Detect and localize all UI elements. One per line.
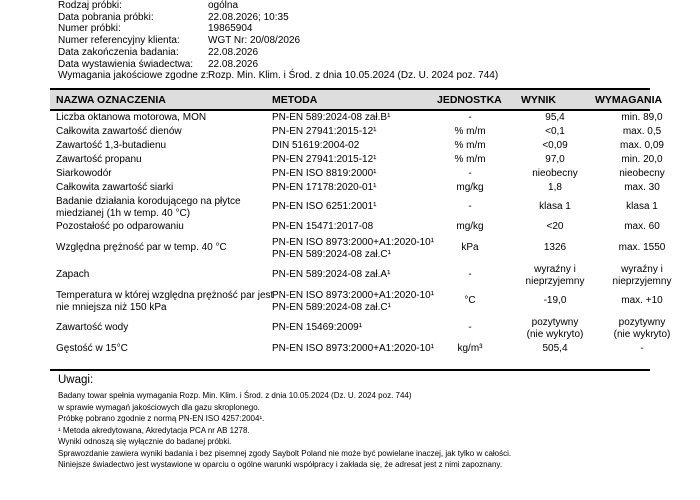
note-line: Badany towar spełnia wymagania Rozp. Min. Klim. i Środ. z dnia 10.05.2024 (Dz. U. 2024 poz. 744) (58, 391, 412, 400)
row-name: Gęstość w 15°C (56, 343, 128, 354)
row-name: Całkowita zawartość dienów (56, 126, 182, 137)
requirement-line: wyraźny i (621, 264, 663, 275)
meta-label: Data zakończenia badania: (58, 46, 179, 58)
requirement-line: max. +10 (621, 295, 663, 306)
requirement-line: max. 1550 (618, 242, 666, 253)
row-name: Zawartość 1,3-butadienu (56, 140, 167, 151)
table-header-rule (50, 109, 650, 111)
requirement-line: pozytywny (618, 317, 666, 328)
result-line: <20 (546, 221, 564, 232)
meta-value: WGT Nr: 20/08/2026 (208, 35, 301, 47)
requirement-line: klasa 1 (626, 201, 658, 212)
row-method (272, 201, 442, 213)
row-unit: % m/m (454, 154, 486, 165)
row-result (513, 126, 597, 138)
header-method: METODA (272, 94, 318, 106)
method-line: PN-EN 15471:2017-08 (272, 221, 374, 232)
row-unit: °C (464, 295, 476, 306)
row-requirement (597, 221, 687, 233)
row-result (513, 112, 597, 124)
row-result (513, 182, 597, 194)
row-method (272, 269, 442, 281)
row-method (272, 126, 442, 138)
row-result (513, 343, 597, 355)
row-name: Liczba oktanowa motorowa, MON (56, 112, 207, 123)
row-unit: - (468, 201, 472, 212)
row-method (272, 154, 442, 166)
note-line: Próbkę pobrano zgodnie z normą PN-EN ISO 4257:2004¹. (58, 414, 265, 423)
table-header (50, 90, 663, 109)
meta-row (58, 59, 498, 71)
method-line: PN-EN 589:2024-08 zał.C¹ (272, 248, 391, 260)
row-result (513, 201, 597, 213)
method-line: PN-EN 27941:2015-12¹ (272, 154, 377, 165)
row-unit: mg/kg (456, 221, 484, 232)
row-requirement (597, 140, 687, 152)
meta-row (58, 12, 498, 24)
result-line: wyraźny i (534, 264, 576, 275)
result-line: pozytywny (531, 317, 579, 328)
row-method (272, 343, 442, 355)
meta-value: ogólna (208, 0, 239, 11)
row-method (272, 237, 442, 260)
row-requirement (597, 126, 687, 138)
result-line: -19,0 (543, 295, 567, 306)
method-line: PN-EN 17178:2020-01¹ (272, 182, 377, 193)
row-name: Pozostałość po odparowaniu (56, 221, 184, 232)
row-requirement (597, 295, 687, 307)
row-result (513, 140, 597, 152)
meta-value: 22.08.2026; 10:35 (208, 11, 289, 23)
row-requirement (597, 264, 687, 287)
row-unit: - (468, 168, 472, 179)
result-line: nieobecny (532, 168, 578, 179)
result-line: 95,4 (545, 112, 565, 123)
method-line: PN-EN 15469:2009¹ (272, 322, 363, 333)
meta-row (58, 70, 498, 82)
meta-label: Data wystawienia świadectwa: (58, 58, 194, 70)
note-line: w sprawie wymagań jakościowych dla gazu skroplonego. (58, 402, 260, 412)
row-name: Siarkowodór (56, 168, 112, 179)
row-unit: % m/m (454, 126, 486, 137)
row-unit: kPa (461, 242, 479, 253)
result-line: 1326 (543, 242, 567, 253)
meta-label: Rodzaj próbki: (58, 0, 122, 11)
result-line: 97,0 (545, 154, 565, 165)
method-line: DIN 51619:2004-02 (272, 140, 360, 151)
requirement-line: nieobecny (619, 168, 665, 179)
requirement-line: max. 60 (624, 221, 660, 232)
meta-row (58, 0, 498, 12)
requirement-line: min. 89,0 (621, 112, 663, 123)
note-line: Niniejsze świadectwo jest wystawione w oparciu o ogólne warunki współpracy i zakłada się, że adresat jest z nimi zapoznany. (58, 460, 503, 469)
row-result (513, 242, 597, 254)
row-method (272, 322, 442, 334)
row-name: Zawartość propanu (56, 154, 142, 165)
row-requirement (597, 242, 687, 254)
method-line: PN-EN ISO 8973:2000+A1:2020-10¹ (272, 290, 435, 301)
row-method (272, 221, 442, 233)
row-result (513, 168, 597, 180)
meta-value: 19865904 (208, 23, 253, 35)
result-line: <0,09 (542, 140, 568, 151)
row-requirement (597, 317, 687, 340)
row-method (272, 290, 442, 313)
method-line: PN-EN 589:2024-08 zał.C¹ (272, 301, 391, 313)
meta-row (58, 23, 498, 35)
requirement-line: max. 0,09 (620, 140, 664, 151)
requirement-line: min. 20,0 (621, 154, 663, 165)
result-line: 1,8 (548, 182, 562, 193)
row-name: Zapach (56, 269, 90, 280)
requirement-line: nieprzyjemny (612, 275, 672, 287)
row-name: Całkowita zawartość siarki (56, 182, 174, 193)
row-name: Temperatura w której względna prężność par jest nie mniejsza niż 150 kPa (56, 290, 274, 313)
method-line: PN-EN ISO 8973:2000+A1:2020-10¹ (272, 343, 435, 354)
meta-label: Numer referencyjny klienta: (58, 35, 180, 47)
requirement-line: (nie wykryto) (613, 328, 671, 340)
requirement-line: max. 30 (624, 182, 660, 193)
table-bottom-rule (50, 369, 650, 371)
meta-value: 22.08.2026 (208, 46, 259, 58)
sample-metadata (58, 0, 498, 82)
row-result (513, 317, 597, 340)
note-line: Wyniki odnoszą się wyłącznie do badanej próbki. (58, 437, 232, 446)
meta-label: Data pobrania próbki: (58, 11, 154, 23)
row-requirement (597, 168, 687, 180)
row-unit: - (468, 112, 472, 123)
row-method (272, 182, 442, 194)
row-requirement (597, 182, 687, 194)
note-line: ¹ Metoda akredytowana, Akredytacja PCA nr AB 1278. (58, 425, 250, 435)
meta-label: Wymagania jakościowe zgodne z: (58, 70, 209, 82)
row-result (513, 221, 597, 233)
header-result: WYNIK (521, 94, 556, 106)
method-line: PN-EN ISO 6251:2001¹ (272, 201, 377, 212)
row-requirement (597, 201, 687, 213)
row-unit: kg/m³ (457, 343, 483, 354)
meta-value: 22.08.2026 (208, 58, 259, 70)
row-method (272, 140, 442, 152)
row-result (513, 264, 597, 287)
method-line: PN-EN 589:2024-08 zał.B¹ (272, 112, 391, 123)
result-line: (nie wykryto) (526, 328, 584, 340)
row-requirement (597, 154, 687, 166)
requirement-line: max. 0,5 (622, 126, 662, 137)
row-requirement (597, 112, 687, 124)
note-line: Sprawozdanie zawiera wyniki badania i bez pisemnej zgody Saybolt Poland nie może być powielane inaczej, jak tylko w całości. (58, 448, 512, 458)
row-result (513, 154, 597, 166)
row-unit: - (468, 269, 472, 280)
result-line: nieprzyjemny (525, 275, 585, 287)
row-method (272, 112, 442, 124)
meta-value: Rozp. Min. Klim. i Środ. z dnia 10.05.2024 (Dz. U. 2024 poz. 744) (208, 70, 499, 82)
row-unit: % m/m (454, 140, 486, 151)
row-name: Względna prężność par w temp. 40 °C (56, 242, 227, 253)
meta-label: Numer próbki: (58, 23, 121, 35)
result-line: <0,1 (545, 126, 565, 137)
method-line: PN-EN ISO 8819:2000¹ (272, 168, 377, 179)
notes-title: Uwagi: (58, 374, 94, 386)
row-unit: mg/kg (456, 182, 484, 193)
result-line: 505,4 (542, 343, 568, 354)
result-line: klasa 1 (539, 201, 571, 212)
meta-row (58, 35, 498, 47)
method-line: PN-EN 589:2024-08 zał.A¹ (272, 269, 391, 280)
row-unit: - (468, 322, 472, 333)
notes-block (58, 390, 511, 471)
row-requirement (597, 343, 687, 355)
row-method (272, 168, 442, 180)
meta-row (58, 47, 498, 59)
row-result (513, 295, 597, 307)
header-name: NAZWA OZNACZENIA (56, 94, 166, 106)
header-requirement: WYMAGANIA (595, 94, 663, 106)
row-name: Badanie działania korodującego na płytce miedzianej (1h w temp. 40 °C) (56, 196, 241, 219)
requirement-line: - (640, 343, 644, 354)
header-unit: JEDNOSTKA (437, 94, 502, 106)
method-line: PN-EN ISO 8973:2000+A1:2020-10¹ (272, 237, 435, 248)
method-line: PN-EN 27941:2015-12¹ (272, 126, 377, 137)
row-name: Zawartość wody (56, 322, 129, 333)
